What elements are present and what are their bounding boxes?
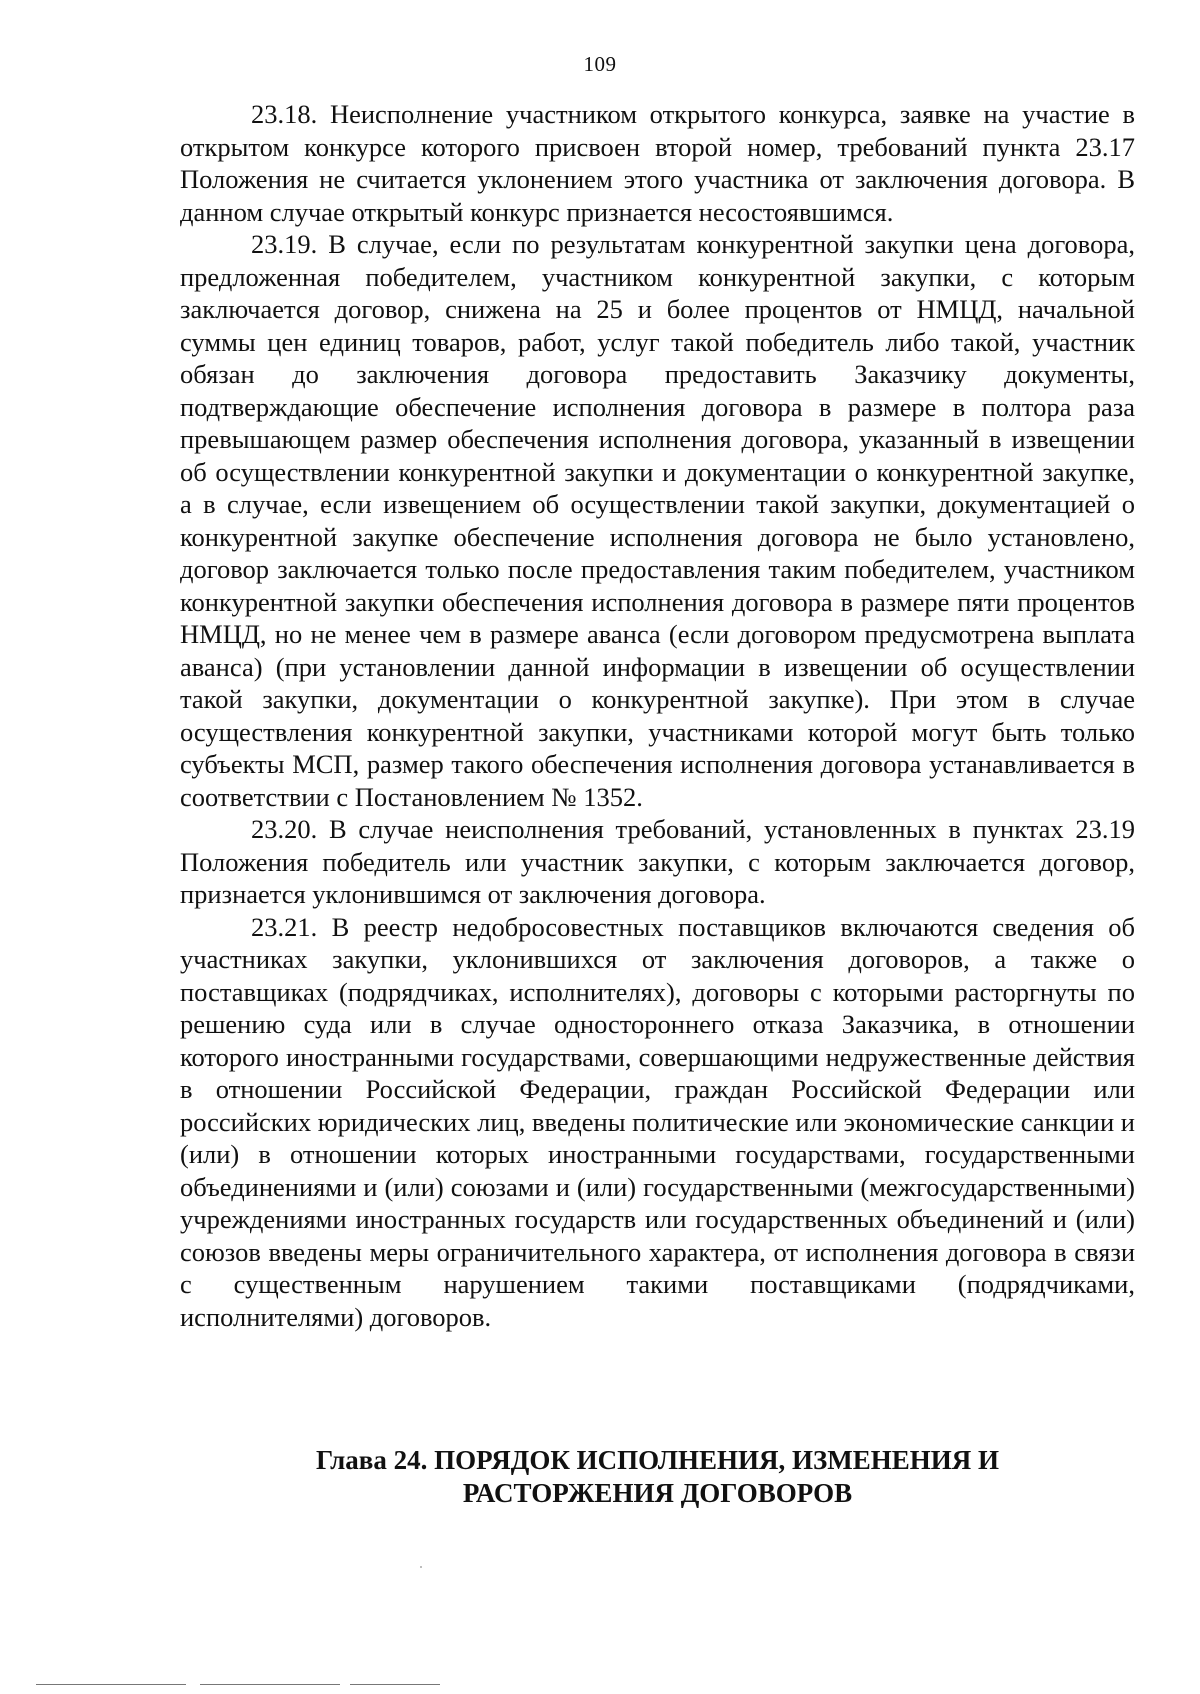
scan-artifact-dot [420, 1566, 422, 1568]
paragraph-23-19: 23.19. В случае, если по результатам конкурентной закупки цена договора, предложенная победителем, участником конкурентной закупки, с которым заключается договор, снижена на 25 и более процентов от НМЦД, начальной суммы цен единиц товаров, работ, услуг такой победитель либо такой, участник обязан до заключения договора предоставить Заказчику документы, подтверждающие обеспечение исполнения договора в размере в полтора раза превышающем размер обеспечения исполнения договора, указанный в извещении об осуществлении конкурентной закупки и документации о конкурентной закупке, а в случае, если извещением об осуществлении такой закупки, документацией о конкурентной закупке обеспечение исполнения договора не было установлено, договор заключается только после предоставления таким победителем, участником конкурентной закупки обеспечения исполнения договора в размере пяти процентов НМЦД, но не менее чем в размере аванса (если договором предусмотрена выплата аванса) (при установлении данной информации в извещении об осуществлении такой закупки, документации о конкурентной закупке). При этом в случае осуществления конкурентной закупки, участниками которой могут быть только субъекты МСП, размер такого обеспечения исполнения договора устанавливается в соответствии с Постановлением № 1352. [180, 229, 1135, 812]
page-number: 109 [583, 52, 617, 76]
paragraph-23-18: 23.18. Неисполнение участником открытого конкурса, заявке на участие в открытом конкурсе которого присвоен второй номер, требований пункта 23.17 Положения не считается уклонением этого участника от заключения договора. В данном случае открытый конкурс признается несостоявшимся. [180, 99, 1135, 227]
chapter-heading [180, 1444, 1135, 1510]
scan-artifact-line [350, 1684, 440, 1685]
document-body [180, 98, 1135, 1333]
scan-artifact-line [36, 1684, 186, 1685]
paragraph-23-21: 23.21. В реестр недобросовестных поставщиков включаются сведения об участниках закупки, уклонившихся от заключения договоров, а также о поставщиках (подрядчиках, исполнителях), договоры с которыми расторгнуты по решению суда или в случае одностороннего отказа Заказчика, в отношении которого иностранными государствами, совершающими недружественные действия в отношении Российской Федерации, граждан Российской Федерации или российских юридических лиц, введены политические или экономические санкции и (или) в отношении которых иностранными государствами, государственными объединениями и (или) союзами и (или) государственными (межгосударственными) учреждениями иностранных государств или государственных объединений и (или) союзов введены меры ограничительного характера, от исполнения договора в связи с существенным нарушением такими поставщиками (подрядчиками, исполнителями) договоров. [180, 911, 1135, 1332]
paragraph-23-20: 23.20. В случае неисполнения требований, установленных в пунктах 23.19 Положения победитель или участник закупки, с которым заключается договор, признается уклонившимся от заключения договора. [180, 814, 1135, 909]
scan-artifact-line [200, 1684, 340, 1685]
chapter-heading-line-2: РАСТОРЖЕНИЯ ДОГОВОРОВ [462, 1478, 853, 1508]
chapter-heading-line-1: Глава 24. ПОРЯДОК ИСПОЛНЕНИЯ, ИЗМЕНЕНИЯ И [316, 1445, 999, 1475]
